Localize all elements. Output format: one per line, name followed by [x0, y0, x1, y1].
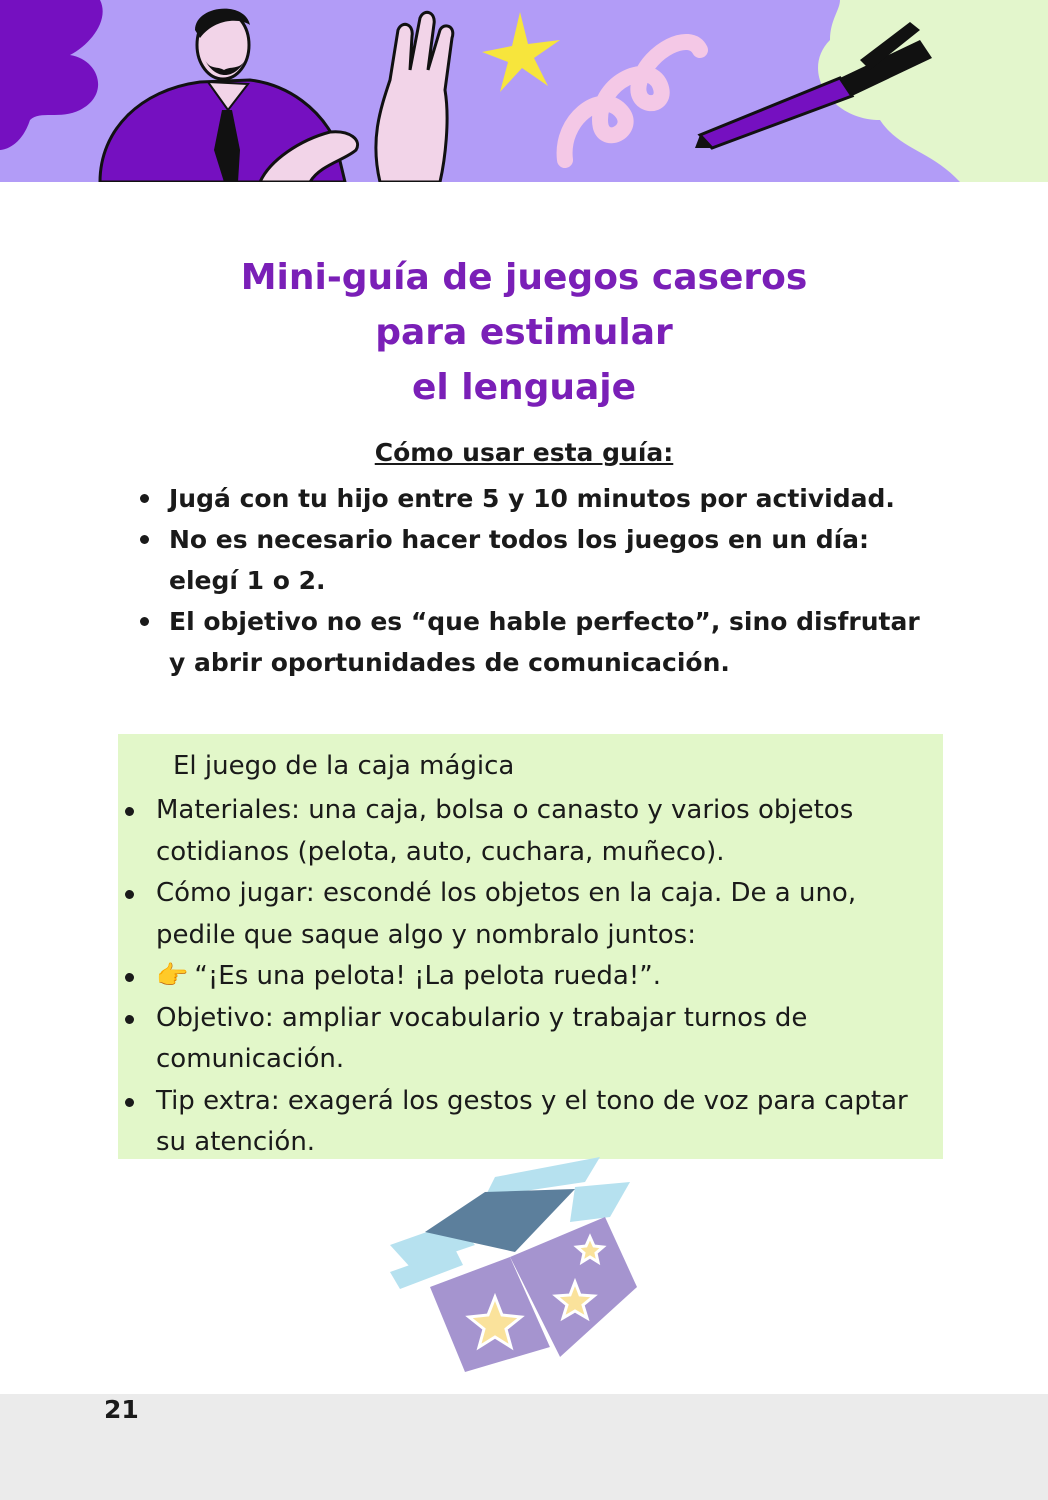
man-waving-illustration — [100, 9, 453, 182]
magic-box-icon — [385, 1157, 645, 1382]
page-number: 21 — [104, 1395, 139, 1424]
list-item: Tip extra: exagerá los gestos y el tono de voz para captar su atención. — [118, 1081, 938, 1164]
game-list — [118, 790, 938, 1164]
swirl-icon — [565, 42, 700, 160]
header-illustration — [0, 0, 1048, 182]
list-item: Cómo jugar: escondé los objetos en la caja. De a uno, pedile que saque algo y nombralo juntos: — [118, 873, 938, 956]
example-phrase: “¡Es una pelota! ¡La pelota rueda!”. — [194, 961, 661, 991]
list-item: Jugá con tu hijo entre 5 y 10 minutos por actividad. — [136, 478, 936, 519]
list-item — [118, 956, 938, 998]
page-title — [0, 250, 1048, 415]
list-item: El objetivo no es “que hable perfecto”, sino disfrutar y abrir oportunidades de comunicación. — [136, 601, 936, 683]
list-item: Materiales: una caja, bolsa o canasto y varios objetos cotidianos (pelota, auto, cuchara, muñeco). — [118, 790, 938, 873]
how-to-heading: Cómo usar esta guía: — [374, 438, 674, 467]
game-card — [118, 734, 943, 1159]
header-banner — [0, 0, 1048, 182]
how-to-list — [136, 478, 936, 683]
title-line: el lenguaje — [411, 367, 637, 408]
pointing-hand-icon: 👉 — [156, 961, 189, 991]
star-icon — [482, 12, 560, 92]
title-line: para estimular — [375, 312, 673, 353]
title-line: Mini-guía de juegos caseros — [240, 257, 808, 298]
page-footer — [0, 1394, 1048, 1500]
list-item: No es necesario hacer todos los juegos en un día: elegí 1 o 2. — [136, 519, 936, 601]
list-item: Objetivo: ampliar vocabulario y trabajar turnos de comunicación. — [118, 998, 938, 1081]
game-title: El juego de la caja mágica — [173, 751, 515, 781]
